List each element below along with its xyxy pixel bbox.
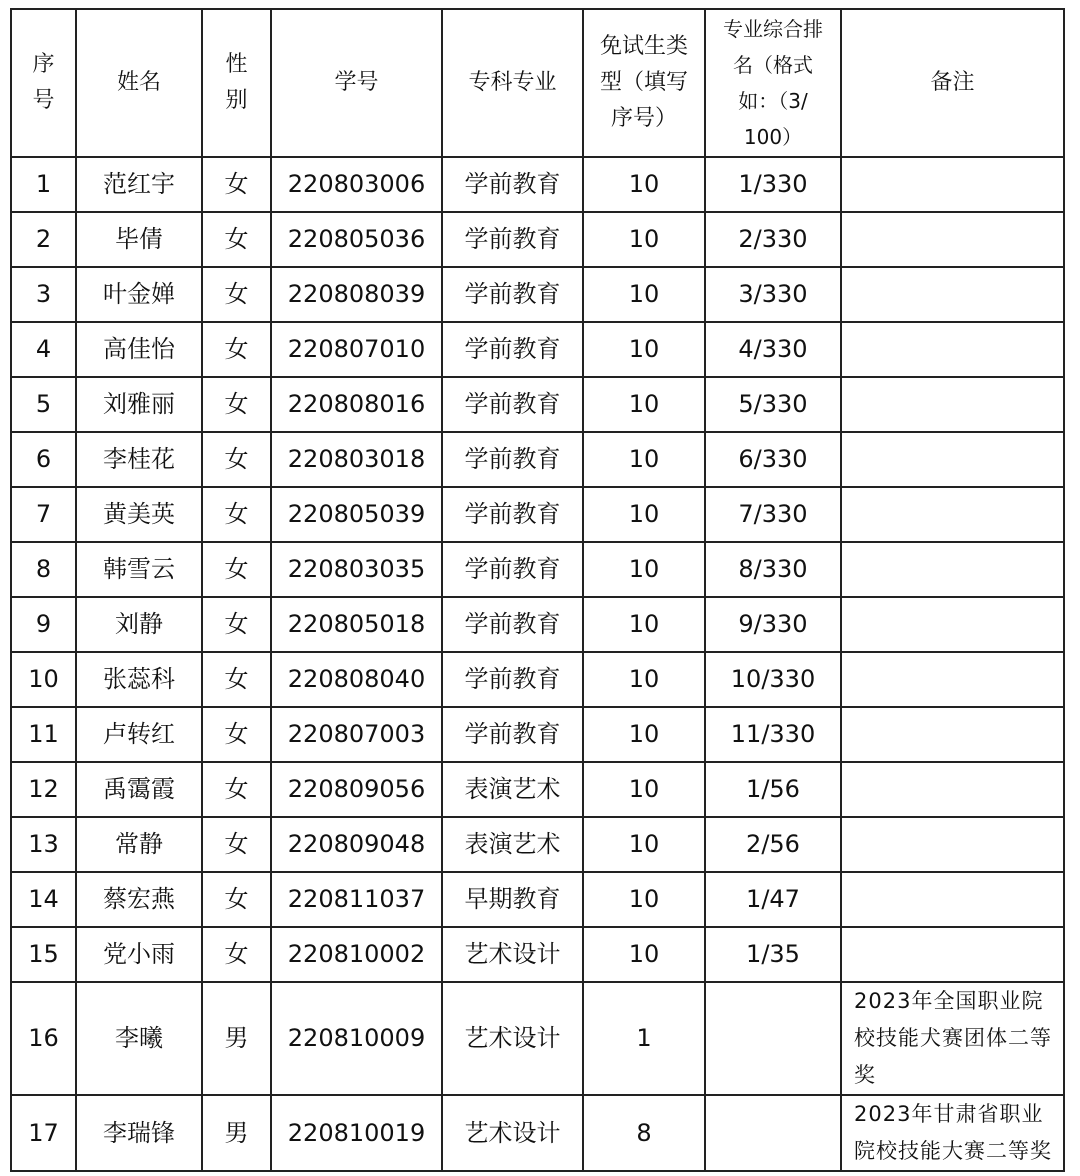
cell-gender: 女	[202, 487, 271, 542]
cell-gender: 女	[202, 432, 271, 487]
cell-remarks	[841, 817, 1064, 872]
cell-major: 学前教育	[442, 487, 583, 542]
cell-gender: 女	[202, 872, 271, 927]
cell-rank: 2/330	[705, 212, 841, 267]
cell-exempt-type: 10	[583, 707, 705, 762]
header-name	[76, 9, 202, 157]
cell-remarks	[841, 652, 1064, 707]
table-row	[11, 872, 1064, 927]
cell-gender: 女	[202, 322, 271, 377]
cell-seq: 2	[11, 212, 76, 267]
cell-major: 表演艺术	[442, 762, 583, 817]
cell-name: 毕倩	[76, 212, 202, 267]
table-body	[11, 157, 1064, 1171]
cell-major: 学前教育	[442, 212, 583, 267]
cell-major: 表演艺术	[442, 817, 583, 872]
cell-exempt-type: 10	[583, 432, 705, 487]
table-row	[11, 487, 1064, 542]
cell-exempt-type: 10	[583, 817, 705, 872]
cell-gender: 女	[202, 157, 271, 212]
cell-major: 学前教育	[442, 597, 583, 652]
header-name-label: 姓名	[116, 70, 161, 95]
cell-remarks	[841, 377, 1064, 432]
cell-seq: 1	[11, 157, 76, 212]
table-row	[11, 322, 1064, 377]
cell-remarks	[841, 872, 1064, 927]
cell-gender: 女	[202, 542, 271, 597]
cell-student-id: 220805036	[271, 212, 442, 267]
table-row	[11, 542, 1064, 597]
cell-gender: 女	[202, 212, 271, 267]
cell-student-id: 220803006	[271, 157, 442, 212]
cell-seq: 6	[11, 432, 76, 487]
cell-seq: 5	[11, 377, 76, 432]
cell-name: 刘静	[76, 597, 202, 652]
header-seq	[11, 9, 76, 157]
cell-rank: 8/330	[705, 542, 841, 597]
cell-major: 学前教育	[442, 652, 583, 707]
cell-exempt-type: 8	[583, 1095, 705, 1171]
table-row	[11, 817, 1064, 872]
cell-seq: 10	[11, 652, 76, 707]
cell-major: 学前教育	[442, 267, 583, 322]
header-exempt-type	[583, 9, 705, 157]
cell-gender: 女	[202, 267, 271, 322]
cell-student-id: 220807010	[271, 322, 442, 377]
table-row	[11, 762, 1064, 817]
cell-exempt-type: 10	[583, 267, 705, 322]
cell-student-id: 220810019	[271, 1095, 442, 1171]
table-row	[11, 432, 1064, 487]
cell-exempt-type: 10	[583, 872, 705, 927]
cell-remarks	[841, 267, 1064, 322]
cell-student-id: 220808016	[271, 377, 442, 432]
cell-major: 早期教育	[442, 872, 583, 927]
cell-rank: 7/330	[705, 487, 841, 542]
cell-seq: 11	[11, 707, 76, 762]
cell-name: 禹霭霞	[76, 762, 202, 817]
cell-student-id: 220810002	[271, 927, 442, 982]
table-row	[11, 597, 1064, 652]
cell-rank	[705, 1095, 841, 1171]
cell-gender: 女	[202, 817, 271, 872]
cell-exempt-type: 10	[583, 212, 705, 267]
cell-student-id: 220807003	[271, 707, 442, 762]
cell-gender: 女	[202, 762, 271, 817]
cell-name: 韩雪云	[76, 542, 202, 597]
cell-major: 学前教育	[442, 157, 583, 212]
header-student-id-label: 学号	[334, 70, 379, 95]
cell-exempt-type: 10	[583, 157, 705, 212]
table-row	[11, 1095, 1064, 1171]
cell-seq: 15	[11, 927, 76, 982]
cell-name: 高佳怡	[76, 322, 202, 377]
cell-seq: 14	[11, 872, 76, 927]
cell-remarks	[841, 212, 1064, 267]
student-roster-table	[10, 8, 1065, 1172]
header-gender-label: 性 别	[225, 52, 248, 113]
cell-student-id: 220803035	[271, 542, 442, 597]
cell-seq: 4	[11, 322, 76, 377]
cell-gender: 女	[202, 927, 271, 982]
cell-name: 黄美英	[76, 487, 202, 542]
cell-remarks	[841, 927, 1064, 982]
cell-gender: 女	[202, 377, 271, 432]
cell-seq: 12	[11, 762, 76, 817]
cell-major: 艺术设计	[442, 927, 583, 982]
cell-student-id: 220808040	[271, 652, 442, 707]
header-rank-label: 专业综合排 名（格式 如：（3/ 100）	[723, 17, 823, 149]
cell-major: 学前教育	[442, 377, 583, 432]
cell-major: 艺术设计	[442, 1095, 583, 1171]
cell-rank: 9/330	[705, 597, 841, 652]
cell-name: 范红宇	[76, 157, 202, 212]
cell-exempt-type: 10	[583, 762, 705, 817]
cell-remarks	[841, 707, 1064, 762]
cell-exempt-type: 10	[583, 597, 705, 652]
cell-remarks	[841, 542, 1064, 597]
cell-rank: 11/330	[705, 707, 841, 762]
cell-rank	[705, 982, 841, 1095]
cell-remarks	[841, 597, 1064, 652]
table-row	[11, 212, 1064, 267]
cell-rank: 1/47	[705, 872, 841, 927]
cell-seq: 16	[11, 982, 76, 1095]
header-remarks-label: 备注	[930, 70, 975, 95]
cell-name: 蔡宏燕	[76, 872, 202, 927]
header-remarks	[841, 9, 1064, 157]
header-rank	[705, 9, 841, 157]
cell-name: 党小雨	[76, 927, 202, 982]
table-row	[11, 982, 1064, 1095]
cell-exempt-type: 10	[583, 377, 705, 432]
cell-name: 李瑞锋	[76, 1095, 202, 1171]
cell-rank: 2/56	[705, 817, 841, 872]
cell-student-id: 220808039	[271, 267, 442, 322]
cell-seq: 8	[11, 542, 76, 597]
cell-seq: 3	[11, 267, 76, 322]
cell-remarks: 2023年全国职业院校技能犬赛团体二等奖	[841, 982, 1064, 1095]
header-gender	[202, 9, 271, 157]
table-row	[11, 652, 1064, 707]
cell-rank: 6/330	[705, 432, 841, 487]
cell-name: 叶金婵	[76, 267, 202, 322]
cell-exempt-type: 10	[583, 927, 705, 982]
cell-exempt-type: 10	[583, 652, 705, 707]
cell-name: 李桂花	[76, 432, 202, 487]
cell-gender: 女	[202, 707, 271, 762]
cell-remarks	[841, 322, 1064, 377]
cell-rank: 1/56	[705, 762, 841, 817]
header-major-label: 专科专业	[468, 70, 557, 95]
cell-major: 学前教育	[442, 542, 583, 597]
cell-seq: 7	[11, 487, 76, 542]
cell-gender: 男	[202, 1095, 271, 1171]
header-student-id	[271, 9, 442, 157]
table-row	[11, 267, 1064, 322]
cell-student-id: 220811037	[271, 872, 442, 927]
cell-rank: 4/330	[705, 322, 841, 377]
cell-remarks	[841, 487, 1064, 542]
cell-gender: 女	[202, 597, 271, 652]
table-row	[11, 377, 1064, 432]
cell-exempt-type: 1	[583, 982, 705, 1095]
cell-seq: 17	[11, 1095, 76, 1171]
header-exempt-type-label: 免试生类 型（填写 序号）	[599, 34, 688, 131]
table-row	[11, 927, 1064, 982]
cell-rank: 5/330	[705, 377, 841, 432]
cell-name: 刘雅丽	[76, 377, 202, 432]
cell-rank: 10/330	[705, 652, 841, 707]
cell-gender: 女	[202, 652, 271, 707]
cell-remarks	[841, 157, 1064, 212]
table-header-row	[11, 9, 1064, 157]
table-row	[11, 157, 1064, 212]
cell-seq: 13	[11, 817, 76, 872]
cell-remarks	[841, 762, 1064, 817]
cell-exempt-type: 10	[583, 542, 705, 597]
table-row	[11, 707, 1064, 762]
cell-student-id: 220805039	[271, 487, 442, 542]
cell-name: 李曦	[76, 982, 202, 1095]
cell-major: 学前教育	[442, 707, 583, 762]
header-major	[442, 9, 583, 157]
cell-gender: 男	[202, 982, 271, 1095]
cell-exempt-type: 10	[583, 322, 705, 377]
cell-rank: 1/330	[705, 157, 841, 212]
cell-student-id: 220809048	[271, 817, 442, 872]
cell-name: 张蕊科	[76, 652, 202, 707]
header-seq-label: 序 号	[32, 52, 55, 113]
cell-rank: 3/330	[705, 267, 841, 322]
cell-rank: 1/35	[705, 927, 841, 982]
cell-remarks: 2023年甘肃省职业院校技能大赛二等奖	[841, 1095, 1064, 1171]
cell-name: 卢转红	[76, 707, 202, 762]
cell-remarks	[841, 432, 1064, 487]
cell-exempt-type: 10	[583, 487, 705, 542]
cell-name: 常静	[76, 817, 202, 872]
cell-student-id: 220803018	[271, 432, 442, 487]
cell-student-id: 220810009	[271, 982, 442, 1095]
cell-seq: 9	[11, 597, 76, 652]
cell-student-id: 220809056	[271, 762, 442, 817]
cell-major: 学前教育	[442, 432, 583, 487]
cell-major: 艺术设计	[442, 982, 583, 1095]
cell-major: 学前教育	[442, 322, 583, 377]
cell-student-id: 220805018	[271, 597, 442, 652]
